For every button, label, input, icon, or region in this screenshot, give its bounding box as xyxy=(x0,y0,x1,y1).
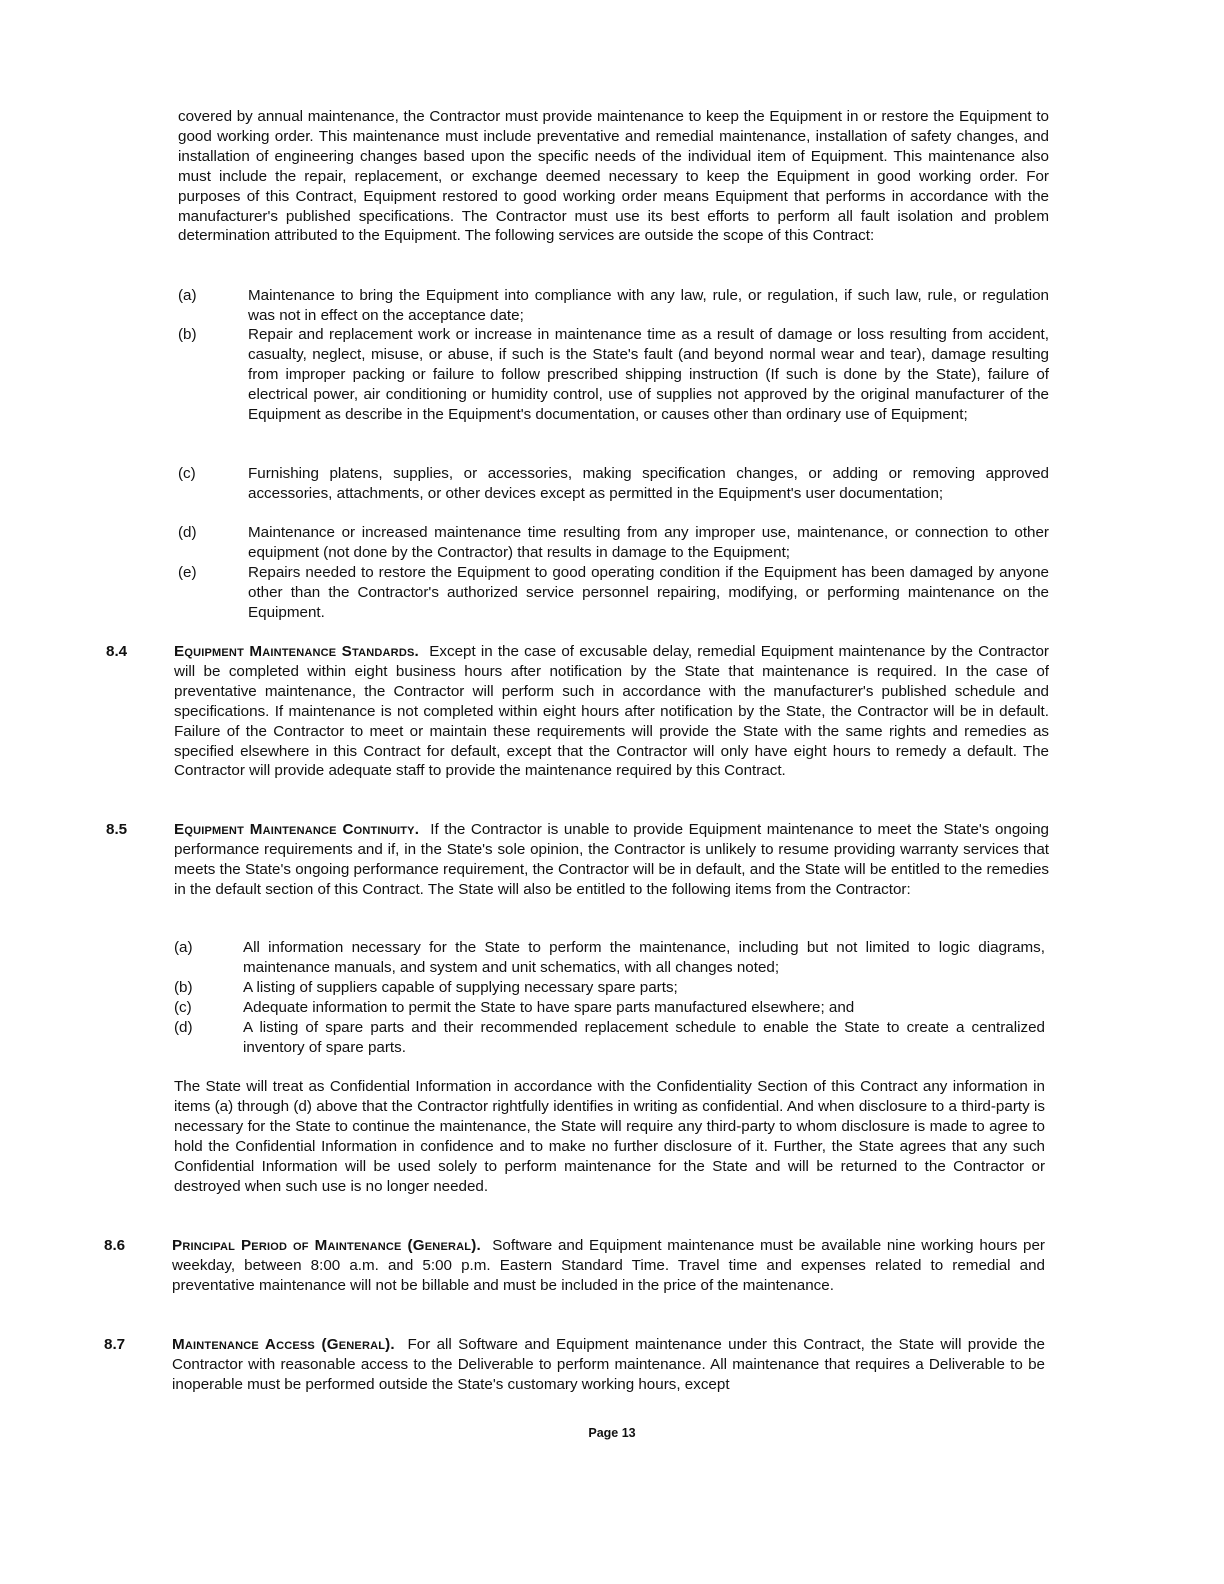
section-body-8-5: If the Contractor is unable to provide Equipment maintenance to meet the State's ongoing performance requirements and if, in the State's sole opinion, the Contractor is unlikely to resume providing warranty services that meets the State's ongoing performance requirement, the Contractor will be in default, and the State will be entitled to the remedies in the default section of this Contract. The State will also be entitled to the following items from the Contractor: xyxy=(174,821,1049,898)
continuity-text-a: All information necessary for the State to perform the maintenance, including but not limited to logic diagrams, maintenance manuals, and system and unit schematics, with all changes noted; xyxy=(243,939,1045,976)
continuity-label-c: (c) xyxy=(174,999,192,1016)
section-8-5 xyxy=(174,820,1049,900)
section-heading-8-7: Maintenance Access (General). xyxy=(172,1336,395,1353)
section-number-8-4: 8.4 xyxy=(106,643,128,660)
section-8-6 xyxy=(172,1236,1045,1296)
exclusion-text-a: Maintenance to bring the Equipment into compliance with any law, rule, or regulation, if such law, rule, or regulation was not in effect on the acceptance date; xyxy=(248,287,1049,324)
continuity-text-c: Adequate information to permit the State to have spare parts manufactured elsewhere; and xyxy=(243,999,855,1016)
exclusion-text-c: Furnishing platens, supplies, or accessories, making specification changes, or adding or removing approved accessories, attachments, or other devices except as permitted in the Equipment's user documentation; xyxy=(248,465,1049,502)
continuity-label-d: (d) xyxy=(174,1019,193,1036)
continuity-text-d: A listing of spare parts and their recommended replacement schedule to enable the State to create a centralized inventory of spare parts. xyxy=(243,1019,1045,1056)
exclusion-text-b: Repair and replacement work or increase in maintenance time as a result of damage or loss resulting from accident, casualty, neglect, misuse, or abuse, if such is the State's fault (and beyond normal wear and tear), damage resulting from improper packing or failure to follow prescribed shipping instruction (If such is done by the State), failure of electrical power, air conditioning or humidity control, use of supplies not approved by the original manufacturer of the Equipment as describe in the Equipment's documentation, or causes other than ordinary use of Equipment; xyxy=(248,326,1049,423)
section-heading-8-4: Equipment Maintenance Standards. xyxy=(174,643,419,660)
continuity-text-b: A listing of suppliers capable of supplying necessary spare parts; xyxy=(243,979,678,996)
confidentiality-paragraph: The State will treat as Confidential Information in accordance with the Confidentiality Section of this Contract any information in items (a) through (d) above that the Contractor rightfully identifies in writing as confidential. And when disclosure to a third-party is necessary for the State to continue the maintenance, the State will require any third-party to whom disclosure is made to agree to hold the Confidential Information in confidence and to make no further disclosure of it. Further, the State agrees that any such Confidential Information will be used solely to perform maintenance for the State and will be returned to the Contractor or destroyed when such use is no longer needed. xyxy=(174,1078,1045,1195)
section-number-8-5: 8.5 xyxy=(106,821,128,838)
section-heading-8-6: Principal Period of Maintenance (General). xyxy=(172,1237,481,1254)
exclusion-label-d: (d) xyxy=(178,524,197,541)
section-body-8-4: Except in the case of excusable delay, remedial Equipment maintenance by the Contractor will be completed within eight business hours after notification by the State that maintenance is required. In the case of preventative maintenance, the Contractor will perform such in accordance with the manufacturer's published schedule and specifications. If maintenance is not completed within eight hours after notification by the State, the Contractor will be in default. Failure of the Contractor to meet or maintain these requirements will provide the State with the same rights and remedies as specified elsewhere in this Contract for default, except that the Contractor will only have eight hours to remedy a default. The Contractor will provide adequate staff to provide the maintenance required by this Contract. xyxy=(174,643,1049,780)
section-body-8-6: Software and Equipment maintenance must be available nine working hours per weekday, between 8:00 a.m. and 5:00 p.m. Eastern Standard Time. Travel time and expenses related to remedial and preventative maintenance will not be billable and must be included in the price of the maintenance. xyxy=(172,1237,1045,1294)
section-8-7 xyxy=(172,1335,1045,1395)
page-number: Page 13 xyxy=(588,1426,636,1440)
section-heading-8-5: Equipment Maintenance Continuity. xyxy=(174,821,420,838)
continuity-label-b: (b) xyxy=(174,979,193,996)
exclusion-label-e: (e) xyxy=(178,564,197,581)
exclusion-text-e: Repairs needed to restore the Equipment to good operating condition if the Equipment has been damaged by anyone other than the Contractor's authorized service personnel repairing, modifying, or performing maintenance on the Equipment. xyxy=(248,564,1049,621)
intro-paragraph: covered by annual maintenance, the Contractor must provide maintenance to keep the Equipment in or restore the Equipment to good working order. This maintenance must include preventative and remedial maintenance, installation of safety changes, and installation of engineering changes based upon the specific needs of the individual item of Equipment. This maintenance also must include the repair, replacement, or exchange deemed necessary to keep the Equipment in good working order. For purposes of this Contract, Equipment restored to good working order means Equipment that performs in accordance with the manufacturer's published specifications. The Contractor must use its best efforts to perform all fault isolation and problem determination attributed to the Equipment. The following services are outside the scope of this Contract: xyxy=(178,108,1049,245)
section-8-4 xyxy=(174,642,1049,781)
section-number-8-7: 8.7 xyxy=(104,1336,126,1353)
section-number-8-6: 8.6 xyxy=(104,1237,126,1254)
section-body-8-7: For all Software and Equipment maintenance under this Contract, the State will provide the Contractor with reasonable access to the Deliverable to perform maintenance. All maintenance that requires a Deliverable to be inoperable must be performed outside the State's customary working hours, except xyxy=(172,1336,1045,1393)
continuity-label-a: (a) xyxy=(174,939,193,956)
exclusion-text-d: Maintenance or increased maintenance time resulting from any improper use, maintenance, or connection to other equipment (not done by the Contractor) that results in damage to the Equipment; xyxy=(248,524,1049,561)
exclusion-label-a: (a) xyxy=(178,287,197,304)
exclusion-label-b: (b) xyxy=(178,326,197,343)
exclusion-label-c: (c) xyxy=(178,465,196,482)
